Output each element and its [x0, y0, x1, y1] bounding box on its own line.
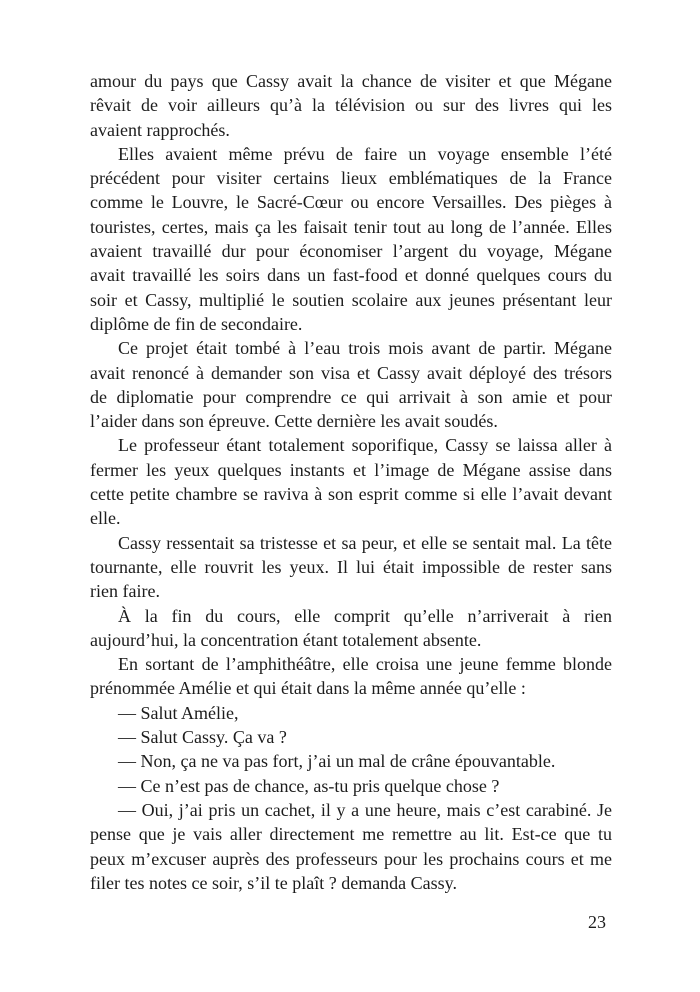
dialogue-paragraph — [90, 701, 612, 725]
text-line: rêvait de voir ailleurs qu’à la télévision ou sur des livres qui les — [90, 95, 612, 116]
text-line: À la fin du cours, elle comprit qu’elle n’arriverait à rien — [118, 605, 612, 626]
text-line: de diplomatie pour comprendre ce qui arrivait à son amie et pour — [90, 386, 612, 407]
text-line: filer tes notes ce soir, s’il te plaît ? demanda Cassy. — [90, 872, 458, 893]
text-line: — Salut Cassy. Ça va ? — [118, 727, 287, 748]
text-line: avait travaillé les soirs dans un fast-food et donné quelques cours du — [90, 265, 612, 286]
page-text — [90, 69, 612, 895]
paragraph — [90, 336, 612, 433]
paragraph — [90, 604, 612, 653]
text-line: soir et Cassy, multiplié le soutien scolaire aux jeunes présentant leur — [90, 289, 612, 310]
dialogue-paragraph — [90, 749, 612, 773]
text-line: pense que je vais aller directement me remettre au lit. Est-ce que tu — [90, 824, 612, 845]
text-line: l’aider dans son épreuve. Cette dernière les avait soudés. — [90, 411, 498, 432]
paragraph — [90, 433, 612, 530]
text-line: comme le Louvre, le Sacré-Cœur ou encore Versailles. Des pièges à — [90, 192, 612, 213]
text-line: — Salut Amélie, — [118, 702, 239, 723]
text-line: aujourd’hui, la concentration étant totalement absente. — [90, 629, 482, 650]
text-line: elle. — [90, 508, 121, 529]
page-number: 23 — [588, 912, 606, 932]
text-line: fermer les yeux quelques instants et l’image de Mégane assise dans — [90, 459, 612, 480]
paragraph — [90, 69, 612, 142]
dialogue-paragraph — [90, 774, 612, 798]
text-line: — Ce n’est pas de chance, as-tu pris quelque chose ? — [118, 775, 500, 796]
text-line: rien faire. — [90, 581, 160, 602]
dialogue-paragraph — [90, 725, 612, 749]
text-line: prénommée Amélie et qui était dans la même année qu’elle : — [90, 678, 526, 699]
text-line: — Oui, j’ai pris un cachet, il y a une heure, mais c’est carabiné. Je — [118, 799, 612, 820]
text-line: En sortant de l’amphithéâtre, elle croisa une jeune femme blonde — [118, 654, 612, 675]
text-line: — Non, ça ne va pas fort, j’ai un mal de crâne épouvantable. — [118, 751, 556, 772]
text-line: avaient rapprochés. — [90, 119, 230, 140]
paragraph — [90, 142, 612, 336]
text-line: touristes, certes, mais ça les faisait tenir tout au long de l’année. Elles — [90, 216, 612, 237]
text-line: cette petite chambre se raviva à son esprit comme si elle l’avait devant — [90, 484, 612, 505]
text-line: Cassy ressentait sa tristesse et sa peur, et elle se sentait mal. La tête — [118, 532, 612, 553]
paragraph — [90, 652, 612, 701]
text-line: avaient travaillé dur pour économiser l’argent du voyage, Mégane — [90, 241, 612, 262]
paragraph — [90, 531, 612, 604]
text-line: Ce projet était tombé à l’eau trois mois avant de partir. Mégane — [118, 338, 612, 359]
text-line: avait renoncé à demander son visa et Cassy avait déployé des trésors — [90, 362, 612, 383]
text-line: Elles avaient même prévu de faire un voyage ensemble l’été — [118, 143, 612, 164]
text-line: amour du pays que Cassy avait la chance de visiter et que Mégane — [90, 71, 612, 91]
text-line: peux m’excuser auprès des professeurs pour les prochains cours et me — [90, 848, 612, 869]
dialogue-paragraph — [90, 798, 612, 895]
text-line: Le professeur étant totalement soporifique, Cassy se laissa aller à — [118, 435, 612, 456]
text-line: précédent pour visiter certains lieux emblématiques de la France — [90, 168, 612, 189]
text-line: diplôme de fin de secondaire. — [90, 313, 303, 334]
text-line: tournante, elle rouvrit les yeux. Il lui était impossible de rester sans — [90, 556, 612, 577]
